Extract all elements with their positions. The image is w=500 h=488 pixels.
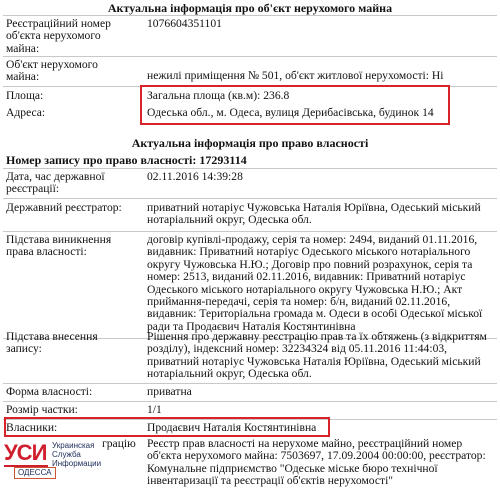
divider — [3, 383, 497, 384]
divider — [3, 231, 497, 232]
divider — [3, 168, 497, 169]
row-label: Площа: — [6, 89, 44, 102]
row-label: Форма власності: — [6, 385, 93, 398]
row-value: приватний нотаріус Чужовська Наталія Юріївна, Одеський міський нотаріальний округ, Одеська обл. — [147, 201, 481, 227]
row-label: Власники: — [6, 421, 58, 434]
row-label: грацію — [102, 437, 136, 450]
row-label: Підстава виникнення права власності: — [6, 233, 112, 259]
ownership-section-title: Актуальна інформація про право власності — [131, 136, 369, 150]
row-label: Державний реєстратор: — [6, 201, 122, 214]
row-label: Дата, час державної реєстрації: — [6, 170, 105, 196]
row-value: договір купівлі-продажу, серія та номер: 2494, виданий 01.11.2016, видавник: Приватний нотаріус Одеського міського нотаріального округу Чужовська Н.Ю.; Договір про повний розрахунок, серія та номер: 2513, виданий 02.11.2016, видавник: Приватний нотаріус Одеського міського нотаріального округу Чужовська Н.Ю.; Акт приймання-передачі, серія та номер: б/н, виданий 02.11.2016, видавник: Територіальна громада м. Одеси в особі Одеської міської ради та Продаєвич Наталія Костянтинівна — [147, 233, 483, 333]
highlight-area-address — [140, 85, 450, 125]
logo-text — [52, 441, 102, 468]
logo-city: ОДЕССА — [14, 467, 56, 479]
row-value: Продаєвич Наталія Костянтинівна — [147, 421, 317, 434]
logo-line-1: Украинская — [52, 441, 95, 450]
row-label: Об'єкт нерухомого майна: — [6, 58, 98, 84]
logo-abbr: УСИ — [4, 440, 47, 465]
record-number: Номер запису про право власності: 17293114 — [6, 153, 247, 167]
logo-line-2: Служба — [52, 450, 81, 459]
row-value: 1076604351101 — [147, 17, 222, 30]
row-value: Реєстр прав власності на нерухоме майно, реєстраційний номер об'єкта нерухомого майна: 7503697, 17.09.2004 00:00:00, реєстратор: Комунальне підприємство "Одеське міське бюро технічної інвентаризації та реєстрації об'єктів нерухомості" — [147, 437, 486, 488]
row-value: приватна — [147, 385, 192, 398]
divider — [3, 15, 497, 16]
row-label: Адреса: — [6, 106, 46, 119]
divider — [3, 56, 497, 57]
logo-line-3: Информации — [52, 459, 102, 468]
row-label: Підстава внесення запису: — [6, 330, 98, 356]
row-value: Рішення про державну реєстрацію прав та їх обтяжень (з відкриттям розділу), індексний номер: 32234324 від 05.11.2016 11:44:03, приватний нотаріус Чужовська Наталія Юріївна, Одеський міський нотаріальний округ, Одеська обл. — [147, 330, 487, 381]
row-value: Одеська обл., м. Одеса, вулиця Дерибасівська, будинок 14 — [147, 106, 434, 119]
divider — [3, 198, 497, 199]
divider — [3, 401, 497, 402]
row-value: Загальна площа (кв.м): 236.8 — [147, 89, 290, 102]
row-value: нежилі приміщення № 501, об'єкт житлової нерухомості: Ні — [147, 69, 444, 82]
row-value: 02.11.2016 14:39:28 — [147, 170, 243, 183]
row-value: 1/1 — [147, 403, 162, 416]
object-section-title: Актуальна інформація про об'єкт нерухомого майна — [107, 1, 393, 15]
highlight-owners — [4, 417, 330, 437]
usi-logo — [4, 440, 102, 485]
row-label: Реєстраційний номер об'єкта нерухомого майна: — [6, 17, 111, 55]
row-label: Розмір частки: — [6, 403, 78, 416]
